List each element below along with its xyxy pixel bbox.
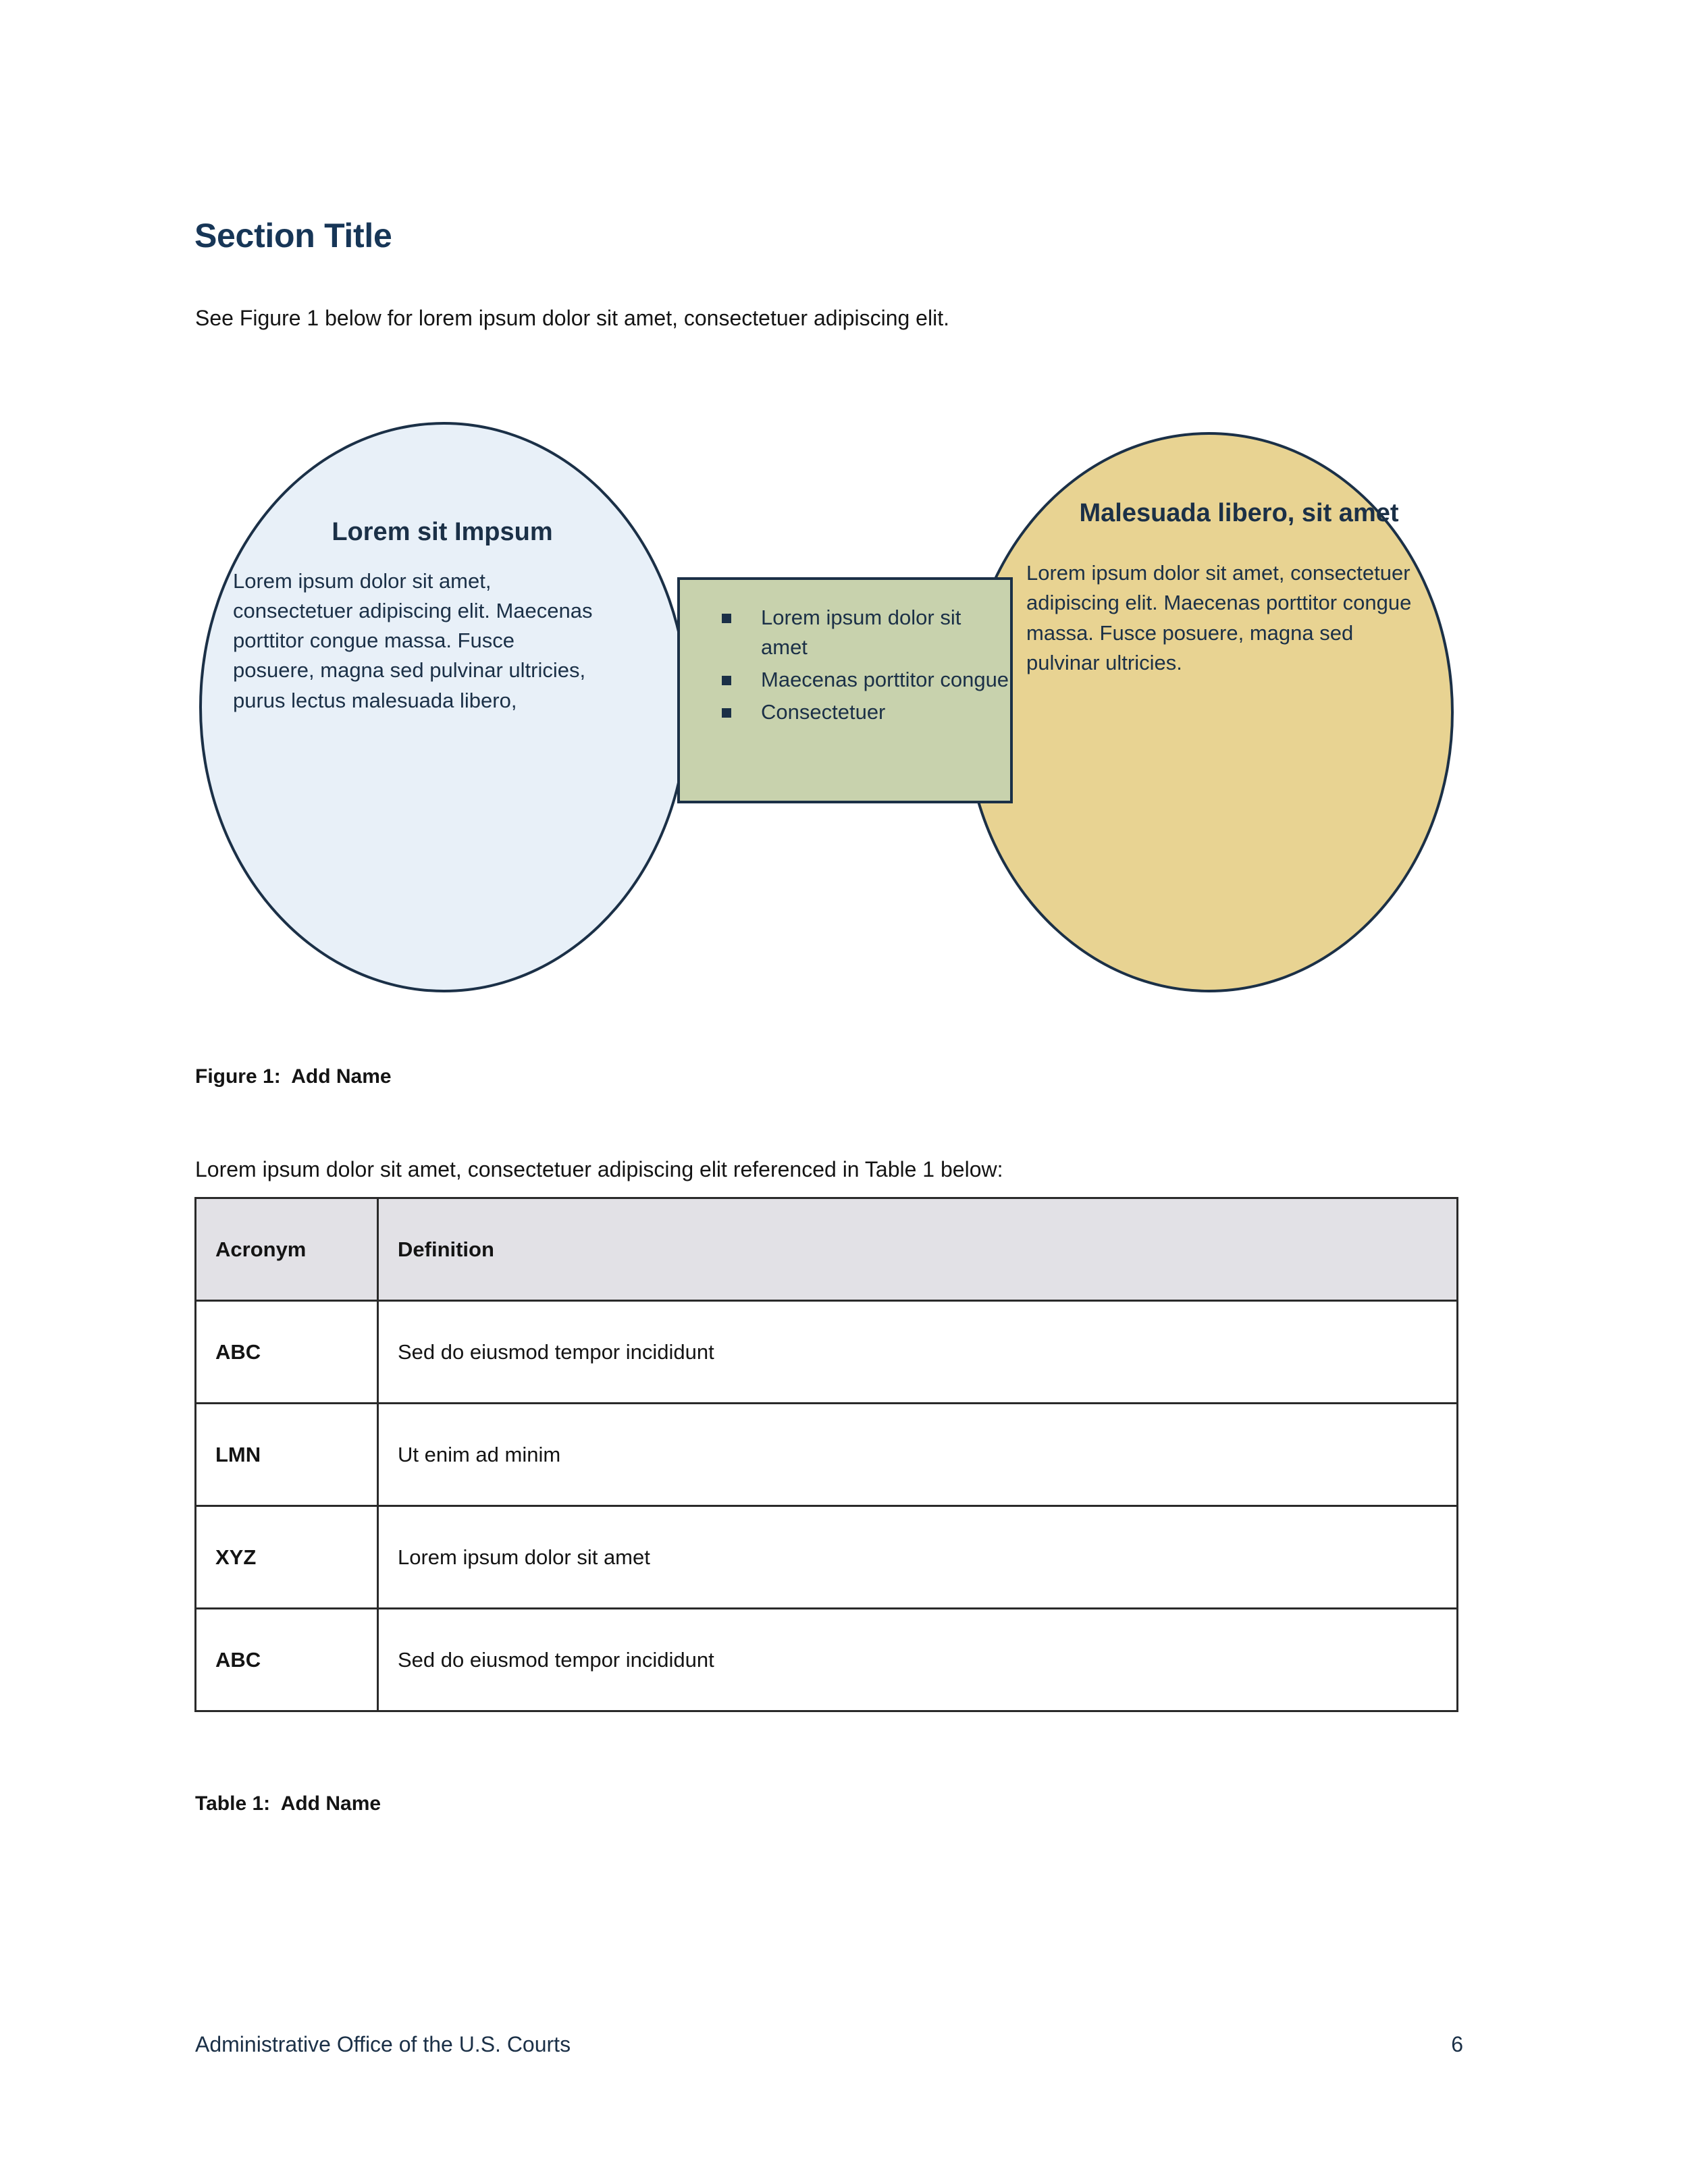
list-item: [680, 665, 1010, 695]
list-item: [680, 697, 1010, 727]
left-circle-title: Lorem sit Impsum: [332, 518, 553, 546]
right-circle-body: Lorem ipsum dolor sit amet, consectetuer adipiscing elit. Maecenas porttitor congue massa. Fusce posuere, magna sed pulvinar ultricies.: [1026, 561, 1412, 675]
acronym-definition-table: [194, 1197, 1458, 1712]
left-circle-body: Lorem ipsum dolor sit amet, consectetuer adipiscing elit. Maecenas porttitor congue massa. Fusce posuere, magna sed pulvinar ultricies, purus lectus malesuada libero,: [233, 568, 593, 712]
intro-paragraph: See Figure 1 below for lorem ipsum dolor sit amet, consectetuer adipiscing elit.: [195, 306, 949, 330]
left-circle-content: [233, 516, 652, 716]
cell-definition: Ut enim ad minim: [378, 1404, 1458, 1506]
center-overlap-box: [677, 577, 1013, 803]
table-row: [196, 1609, 1458, 1711]
page-title: Section Title: [194, 216, 392, 255]
footer-organization: Administrative Office of the U.S. Courts: [195, 2032, 571, 2056]
figure-1-graphic: [0, 398, 1688, 1006]
list-item-label: Consectetuer: [761, 700, 886, 724]
cell-acronym: XYZ: [196, 1506, 378, 1609]
right-circle-title: Malesuada libero, sit amet: [1079, 499, 1399, 527]
figure-caption: Figure 1: Add Name: [195, 1065, 392, 1088]
list-item: [680, 603, 1010, 662]
square-bullet-icon: [722, 614, 731, 623]
table-row: [196, 1506, 1458, 1609]
footer-page-number: 6: [1451, 2032, 1463, 2056]
square-bullet-icon: [722, 708, 731, 718]
cell-acronym: ABC: [196, 1301, 378, 1404]
cell-acronym: ABC: [196, 1609, 378, 1711]
column-header-acronym: Acronym: [196, 1198, 378, 1301]
table-row: [196, 1301, 1458, 1404]
table-caption: Table 1: Add Name: [195, 1792, 381, 1815]
column-header-definition: Definition: [378, 1198, 1458, 1301]
cell-definition: Lorem ipsum dolor sit amet: [378, 1506, 1458, 1609]
list-item-label: Maecenas porttitor congue: [761, 668, 1009, 692]
table-intro-paragraph: Lorem ipsum dolor sit amet, consectetuer adipiscing elit referenced in Table 1 below:: [195, 1157, 1003, 1181]
square-bullet-icon: [722, 676, 731, 685]
cell-definition: Sed do eiusmod tempor incididunt: [378, 1609, 1458, 1711]
center-box-list: [680, 580, 1010, 727]
table-row: [196, 1404, 1458, 1506]
cell-acronym: LMN: [196, 1404, 378, 1506]
table-header-row: [196, 1198, 1458, 1301]
cell-definition: Sed do eiusmod tempor incididunt: [378, 1301, 1458, 1404]
page-footer: [195, 2032, 1463, 2057]
list-item-label: Lorem ipsum dolor sit amet: [761, 606, 961, 660]
right-circle-content: [1026, 496, 1452, 678]
